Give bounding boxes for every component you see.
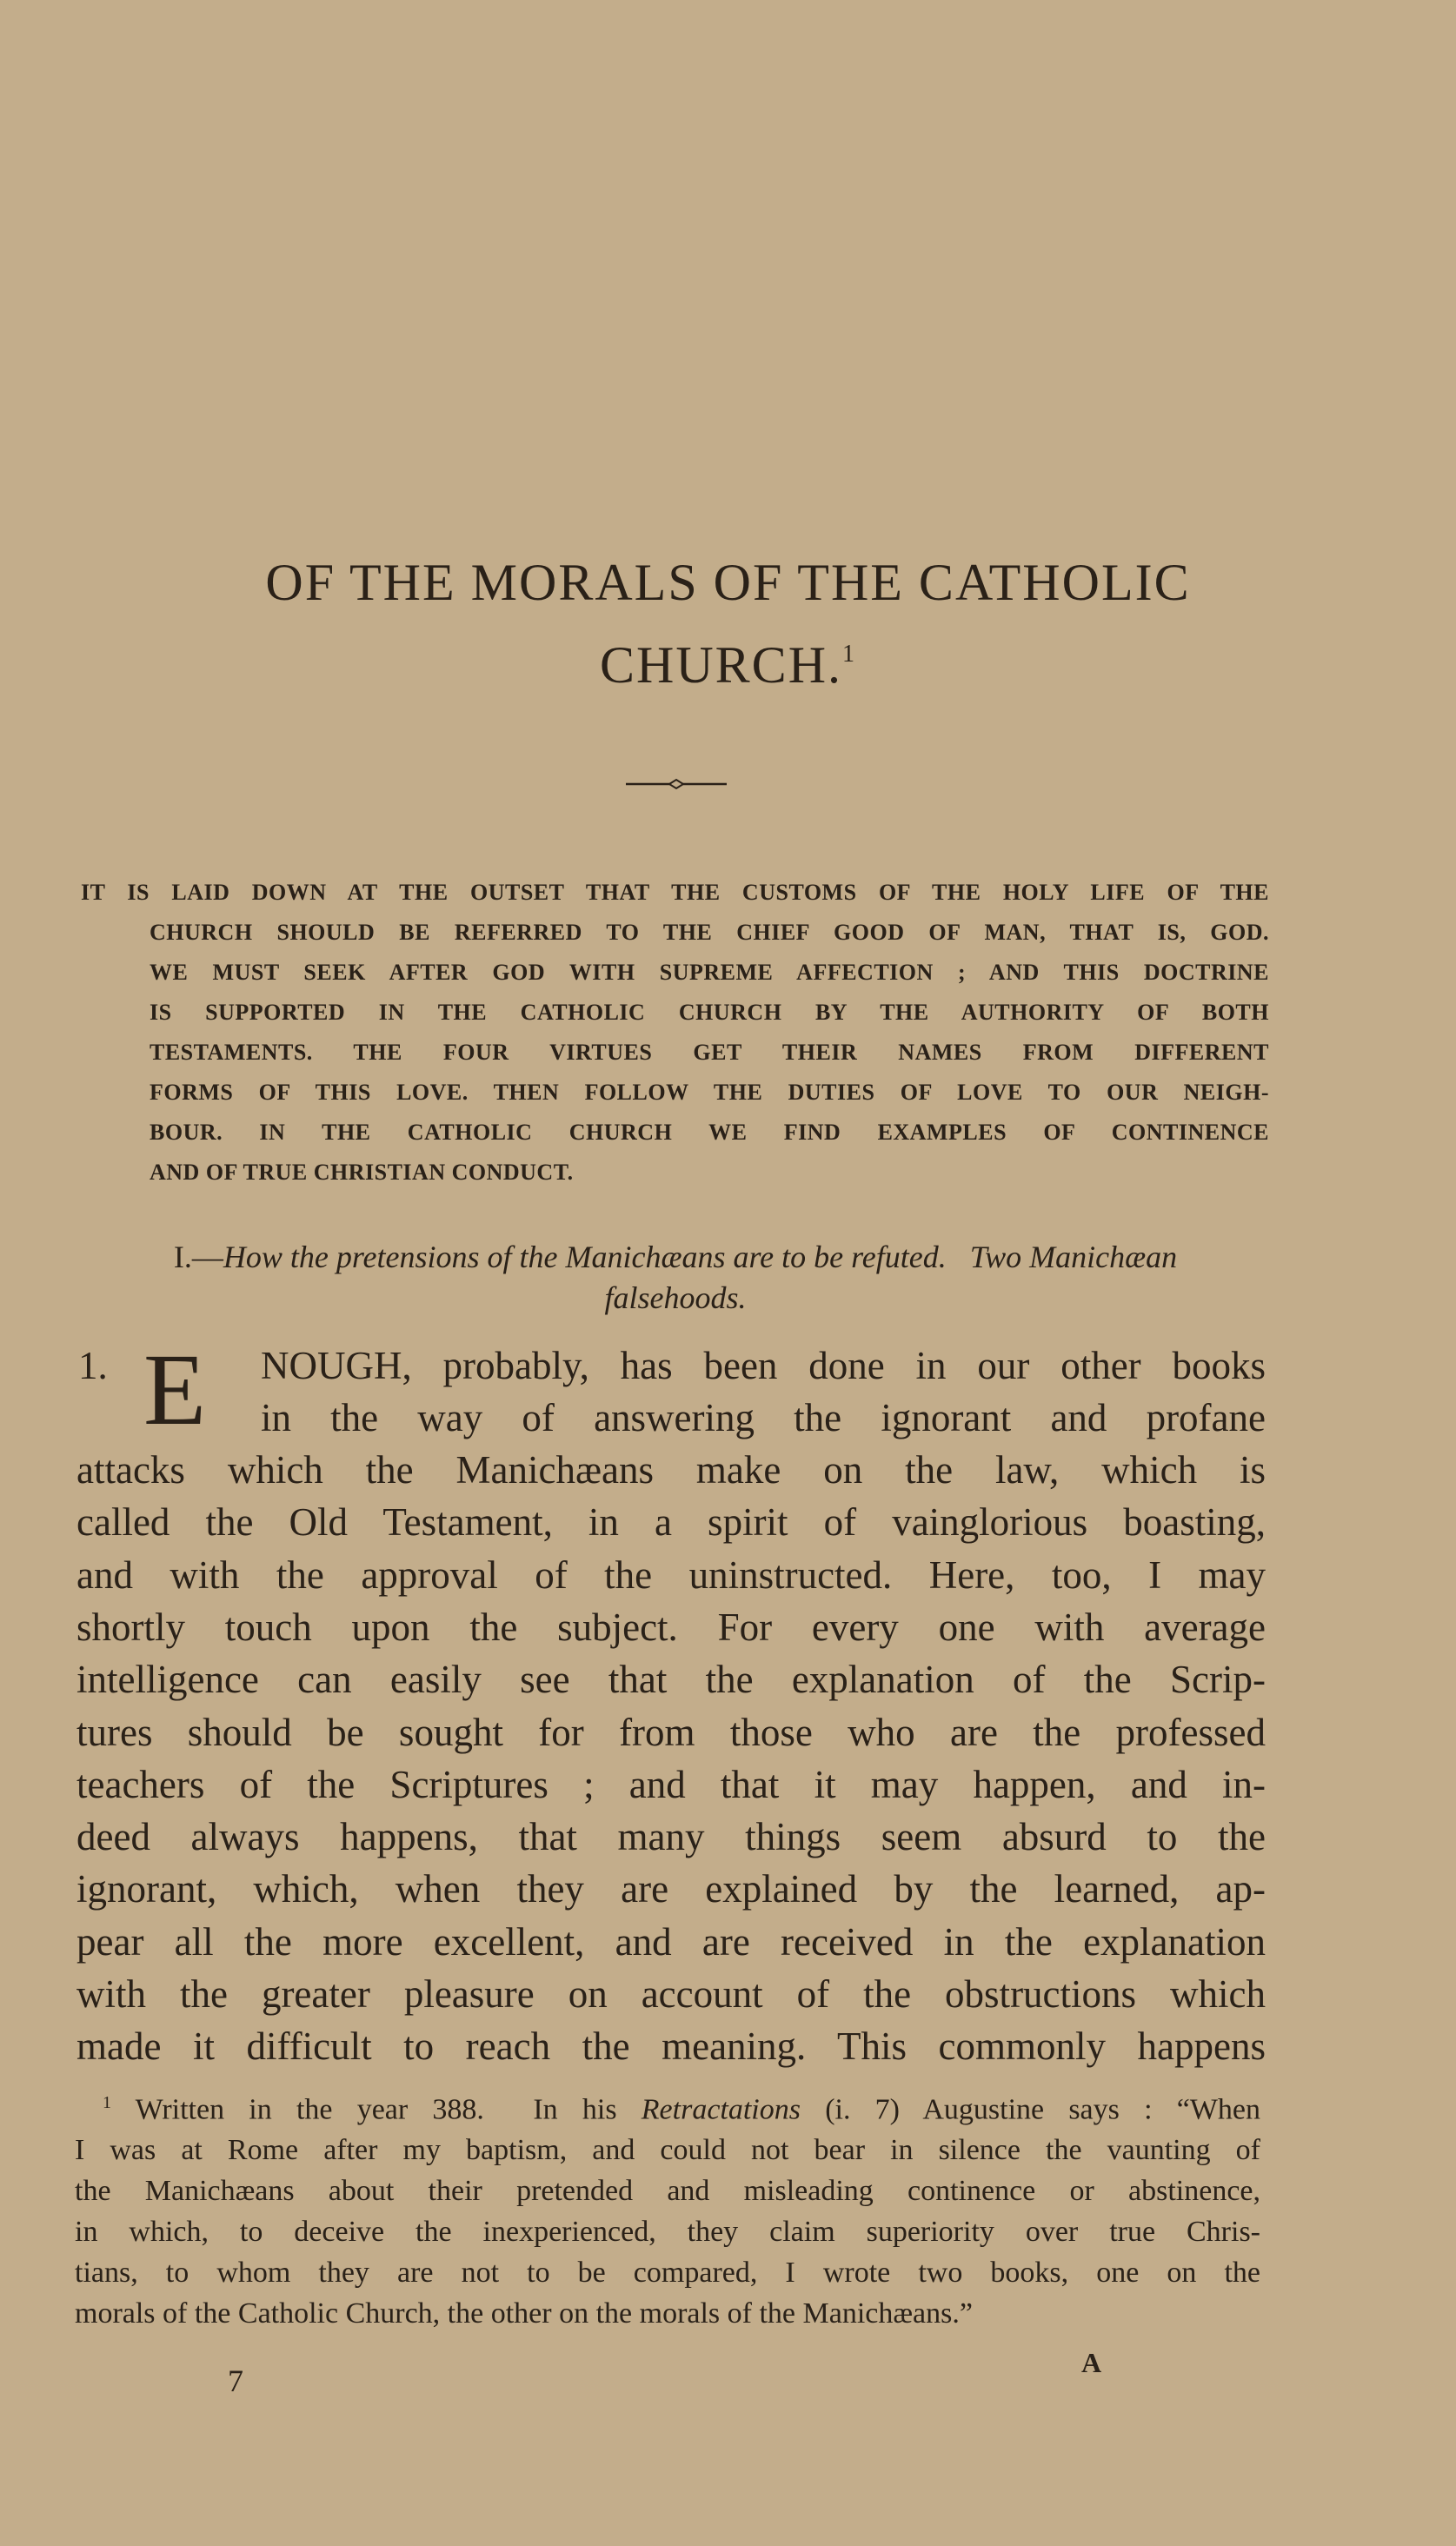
summary-line: IS SUPPORTED IN THE CATHOLIC CHURCH BY THE AUTHORITY OF BOTH: [150, 1000, 1269, 1025]
body-line: NOUGH, probably, has been done in our other books: [261, 1344, 1266, 1387]
footnote-line: in which, to deceive the inexperienced, they claim superiority over true Chris-: [75, 2216, 1260, 2248]
summary-line: TESTAMENTS. THE FOUR VIRTUES GET THEIR NAMES FROM DIFFERENT: [150, 1040, 1269, 1065]
summary-line: AND OF TRUE CHRISTIAN CONDUCT.: [150, 1160, 574, 1185]
summary-line: CHURCH SHOULD BE REFERRED TO THE CHIEF GOOD OF MAN, THAT IS, GOD.: [150, 920, 1269, 945]
body-line: pear all the more excellent, and are received in the explanation: [76, 1919, 1266, 1964]
summary-line: IT IS LAID DOWN AT THE OUTSET THAT THE CUSTOMS OF THE HOLY LIFE OF THE: [81, 880, 1269, 905]
body-line: and with the approval of the uninstructed. Here, too, I may: [76, 1552, 1266, 1597]
drop-cap: E: [143, 1333, 207, 1446]
body-line: tures should be sought for from those who are the professed: [76, 1710, 1266, 1754]
section-heading-text: falsehoods.: [604, 1280, 747, 1315]
page-title-text: CHURCH.: [599, 636, 843, 694]
summary-line: BOUR. IN THE CATHOLIC CHURCH WE FIND EXAMPLES OF CONTINENCE: [150, 1120, 1269, 1145]
section-number: I.—: [173, 1240, 223, 1274]
body-line: shortly touch upon the subject. For every one with average: [76, 1605, 1266, 1649]
body-line: teachers of the Scriptures ; and that it may happen, and in-: [76, 1762, 1266, 1806]
body-line: in the way of answering the ignorant and profane: [261, 1396, 1266, 1439]
section-heading-text: How the pretensions of the Manichæans are to be refuted. Two Manichæan: [223, 1240, 1178, 1274]
body-line: called the Old Testament, in a spirit of vainglorious boasting,: [76, 1500, 1266, 1545]
section-heading-line-1: [81, 1239, 1270, 1275]
summary-line: WE MUST SEEK AFTER GOD WITH SUPREME AFFECTION ; AND THIS DOCTRINE: [150, 960, 1269, 985]
footnote-line: [103, 2093, 1260, 2126]
ornament-divider: [626, 778, 727, 790]
body-line: attacks which the Manichæans make on the law, which is: [76, 1448, 1266, 1492]
footnote-text: (i. 7) Augustine says : “When: [800, 2093, 1261, 2126]
section-heading-line-2: [81, 1280, 1270, 1316]
body-line: ignorant, which, when they are explained by the learned, ap-: [76, 1867, 1266, 1911]
footnote-line: I was at Rome after my baptism, and could not bear in silence the vaunting of: [75, 2134, 1260, 2166]
footnote-line: morals of the Catholic Church, the other on the morals of the Manichæans.”: [75, 2297, 973, 2330]
page-title-line-2: [0, 636, 1456, 694]
footnote-marker: 1: [103, 2093, 111, 2112]
footnote-line: the Manichæans about their pretended and misleading continence or abstinence,: [75, 2175, 1260, 2207]
footnote-reference[interactable]: 1: [842, 641, 857, 668]
signature-mark: A: [1081, 2347, 1102, 2378]
summary-line: FORMS OF THIS LOVE. THEN FOLLOW THE DUTIES OF LOVE TO OUR NEIGH-: [150, 1080, 1269, 1105]
body-line: intelligence can easily see that the explanation of the Scrip-: [76, 1658, 1266, 1702]
body-line: deed always happens, that many things seem absurd to the: [76, 1815, 1266, 1859]
page-title-line-1: OF THE MORALS OF THE CATHOLIC: [265, 554, 1191, 611]
footnote-line: tians, to whom they are not to be compared, I wrote two books, one on the: [75, 2257, 1260, 2289]
paragraph-number: 1.: [78, 1344, 108, 1387]
footnote-italic-title: Retractations: [641, 2093, 801, 2126]
page-number: 7: [228, 2363, 243, 2398]
body-line: with the greater pleasure on account of the obstructions which: [76, 1972, 1266, 2016]
body-line: made it difficult to reach the meaning. This commonly happens: [76, 2024, 1266, 2069]
footnote-text: Written in the year 388. In his: [135, 2093, 642, 2126]
